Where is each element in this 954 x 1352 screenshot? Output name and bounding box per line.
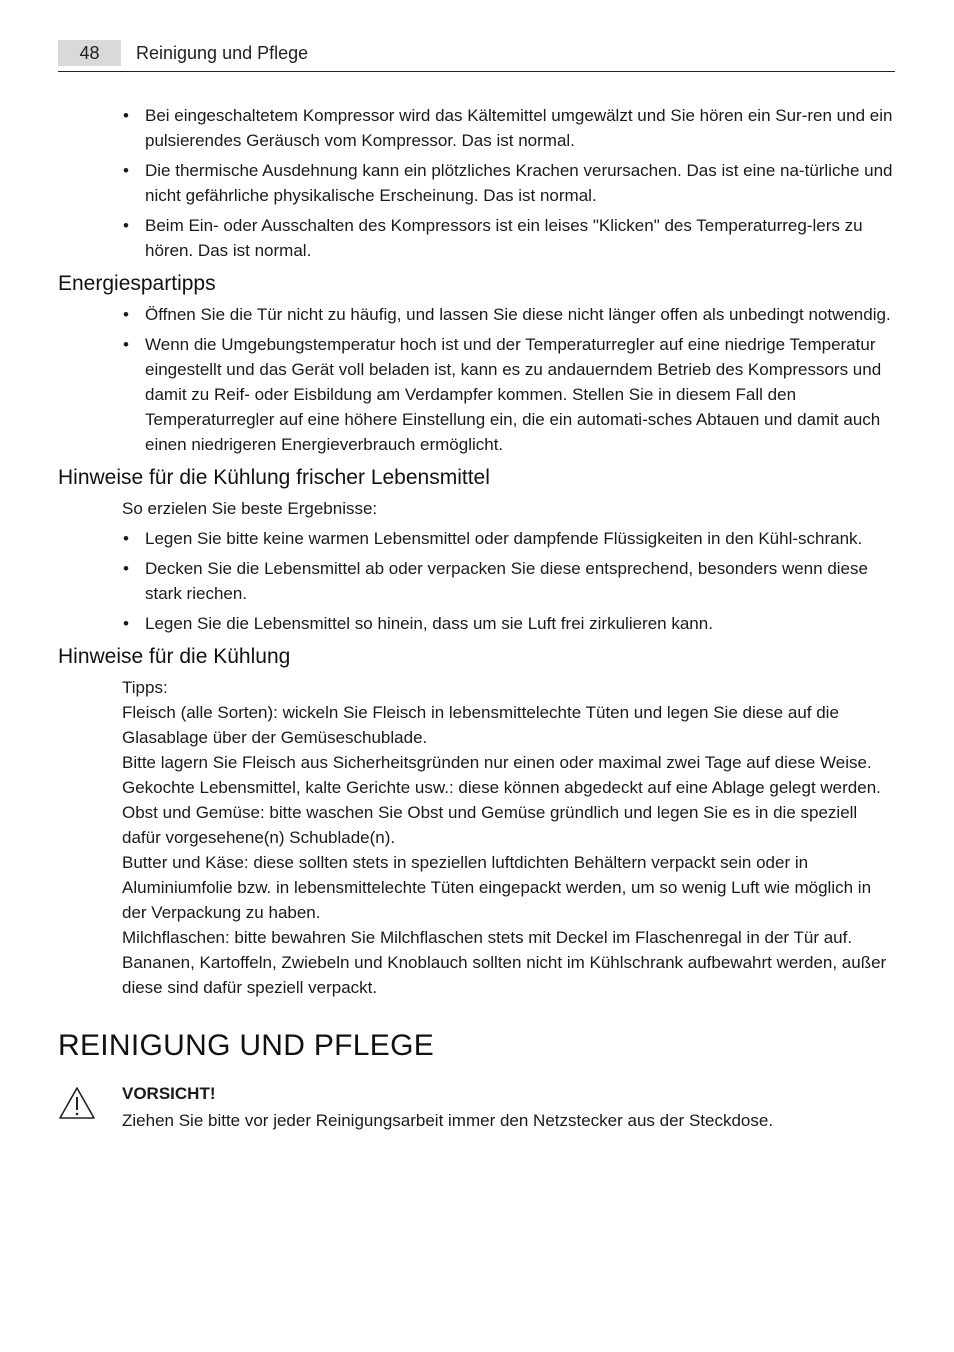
tip-paragraph: Milchflaschen: bitte bewahren Sie Milchflaschen stets mit Deckel im Flaschenregal in der Tür auf. [122, 928, 853, 947]
bullet-icon: • [123, 614, 129, 633]
section-heading-fresh: Hinweise für die Kühlung frischer Lebensmittel [58, 466, 490, 489]
tip-paragraph: Tipps: [122, 678, 168, 697]
list-item: • Legen Sie bitte keine warmen Lebensmittel oder dampfende Flüssigkeiten in den Kühl-schrank. [58, 526, 898, 551]
list-item: • Bei eingeschaltetem Kompressor wird das Kältemittel umgewälzt und Sie hören ein Sur-ren und ein pulsierendes Geräusch vom Kompressor. Das ist normal. [58, 103, 898, 153]
bullet-icon: • [123, 559, 129, 578]
page-header [58, 40, 895, 72]
caution-title: VORSICHT! [122, 1084, 216, 1103]
tip-paragraph: Bananen, Kartoffeln, Zwiebeln und Knoblauch sollten nicht im Kühlschrank aufbewahrt werden, außer diese sind dafür speziell verpackt. [122, 953, 887, 997]
list-item: • Öffnen Sie die Tür nicht zu häufig, und lassen Sie diese nicht länger offen als unbedingt notwendig. [58, 302, 898, 327]
page-content [58, 103, 898, 1134]
bullet-icon: • [123, 529, 129, 548]
page-number: 48 [58, 40, 121, 66]
list-item: • Die thermische Ausdehnung kann ein plötzliches Krachen verursachen. Das ist eine na-türliche und nicht gefährliche physikalische Erscheinung. Das ist normal. [58, 158, 898, 208]
warning-triangle-icon [58, 1086, 96, 1120]
noise-list [58, 103, 898, 263]
bullet-icon: • [123, 106, 129, 125]
bullet-icon: • [123, 335, 129, 354]
bullet-icon: • [123, 161, 129, 180]
fresh-intro: So erzielen Sie beste Ergebnisse: [122, 499, 378, 518]
caution-text: Ziehen Sie bitte vor jeder Reinigungsarbeit immer den Netzstecker aus der Steckdose. [122, 1111, 774, 1130]
fresh-list [58, 526, 898, 636]
tip-paragraph: Bitte lagern Sie Fleisch aus Sicherheitsgründen nur einen oder maximal zwei Tage auf diese Weise. [122, 753, 872, 772]
tip-paragraph: Obst und Gemüse: bitte waschen Sie Obst und Gemüse gründlich und legen Sie es in die speziell dafür vorgesehene(n) Schublade(n). [122, 803, 858, 847]
energy-list [58, 302, 898, 457]
tip-paragraph: Butter und Käse: diese sollten stets in speziellen luftdichten Behältern verpackt sein oder in Aluminiumfolie bzw. in lebensmittelechte Tüten eingepackt werden, um so wenig Luft wie möglich in der Verpackung zu haben. [122, 853, 872, 922]
tip-paragraph: Gekochte Lebensmittel, kalte Gerichte usw.: diese können abgedeckt auf eine Ablage gelegt werden. [122, 778, 881, 797]
section-heading-energy: Energiespartipps [58, 272, 216, 295]
list-item: • Decken Sie die Lebensmittel ab oder verpacken Sie diese entsprechend, besonders wenn diese stark riechen. [58, 556, 898, 606]
list-item: • Legen Sie die Lebensmittel so hinein, dass um sie Luft frei zirkulieren kann. [58, 611, 898, 636]
list-item: • Wenn die Umgebungstemperatur hoch ist und der Temperaturregler auf eine niedrige Temperatur eingestellt und das Gerät voll beladen ist, kann es zu andauerndem Betrieb des Kompressors und damit zu Reif- oder Eisbildung am Verdampfer kommen. Stellen Sie in diesem Fall den Temperaturregler auf eine höhere Einstellung ein, die ein automati-sches Abtauen und damit auch einen niedrigeren Energieverbrauch ermöglicht. [58, 332, 898, 457]
tip-paragraph: Fleisch (alle Sorten): wickeln Sie Fleisch in lebensmittelechte Tüten und legen Sie diese auf die Glasablage über der Gemüseschublade. [122, 703, 839, 747]
bullet-icon: • [123, 305, 129, 324]
chapter-title: REINIGUNG UND PFLEGE [58, 1029, 435, 1062]
bullet-icon: • [123, 216, 129, 235]
section-heading-cooling: Hinweise für die Kühlung [58, 645, 291, 668]
list-item: • Beim Ein- oder Ausschalten des Kompressors ist ein leises "Klicken" des Temperaturreg-lers zu hören. Das ist normal. [58, 213, 898, 263]
caution-notice [58, 1080, 898, 1134]
cooling-tips [58, 675, 898, 1000]
running-head: Reinigung und Pflege [136, 43, 309, 63]
